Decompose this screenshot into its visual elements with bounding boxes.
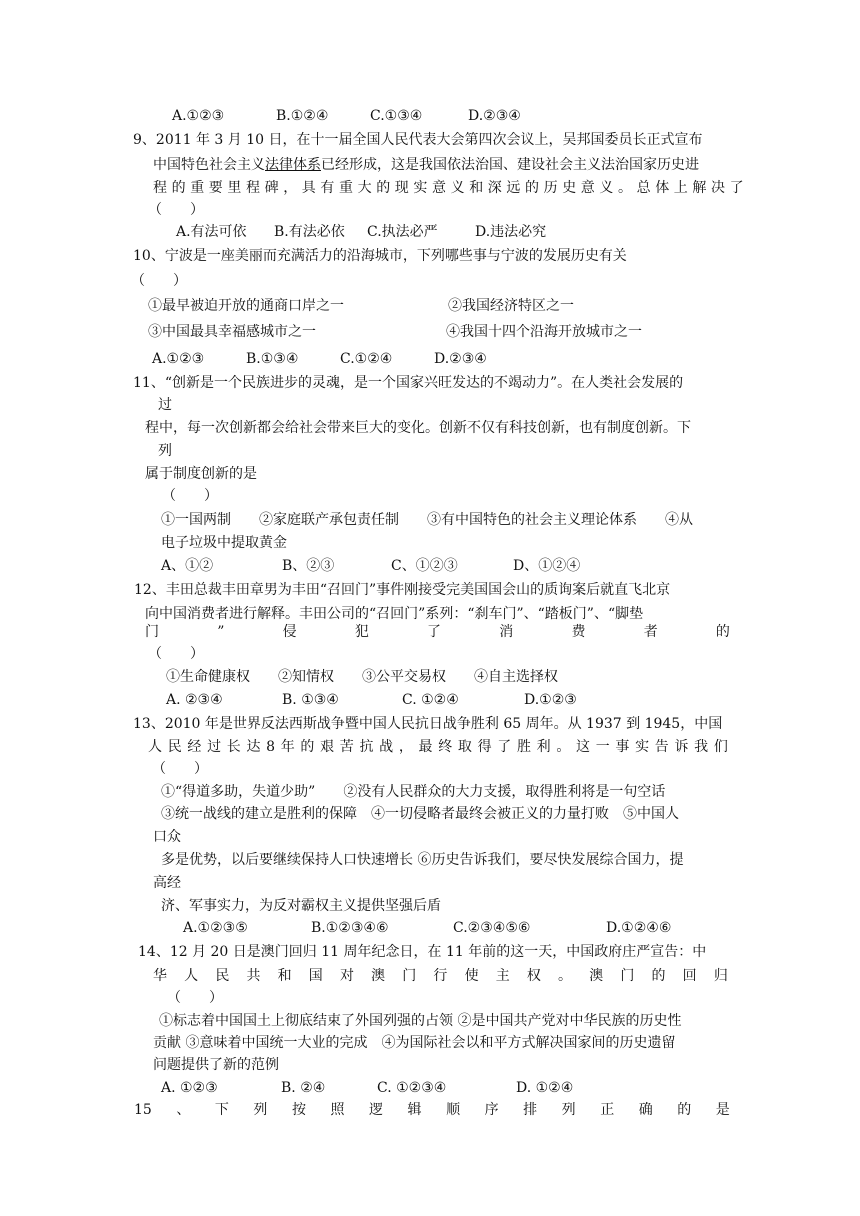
q13-char: 胜 [516, 739, 531, 755]
q12-char: 门 [145, 624, 159, 640]
q14-char: 使 [464, 968, 479, 984]
q12-option-a: A. ②③④ [166, 692, 223, 708]
q13-line-2 [148, 737, 728, 757]
q10-option-a: A.①②③ [152, 351, 205, 367]
q14-char: 归 [713, 968, 728, 984]
q10-line-1: 10、宁波是一座美丽而充满活力的沿海城市，下列哪些事与宁波的发展历史有关 [133, 248, 627, 264]
q13-char: 。 [556, 739, 571, 755]
q14-statements-3: 问题提供了新的范例 [153, 1057, 279, 1073]
q13-statements-4: 济、军事实力，为反对霸权主义提供坚强后盾 [161, 898, 441, 914]
q12-option-c: C. ①②④ [402, 692, 459, 708]
q12-line-2: 向中国消费者进行解释。丰田公司的“召回门”系列：“刹车门”、“踏板门”、“脚垫 [145, 606, 644, 622]
q13-statements-3-wrap: 高经 [153, 875, 181, 891]
q13-char: 抗 [359, 739, 374, 755]
q12-char: ” [217, 624, 225, 640]
q13-statements-2-wrap: 口众 [153, 829, 181, 845]
q13-char: 8 [266, 739, 276, 755]
q11-blank: （ ） [162, 488, 218, 504]
q10-statement-2: ②我国经济特区之一 [448, 298, 574, 314]
q13-option-a: A.①②③⑤ [183, 920, 248, 936]
q15-char: 列 [253, 1102, 268, 1118]
q9-line-3: 程的重要里程碑，具有重大的现实意义和深远的历史意义。总体上解决了 [153, 180, 749, 196]
q13-char: 达 [246, 739, 261, 755]
q9-line-2b: 已经形成，这是我国依法治国、建设社会主义法治国家历史进 [321, 157, 699, 173]
q15-char: 按 [291, 1102, 306, 1118]
q13-char: 的 [300, 739, 315, 755]
q15-char: 序 [484, 1102, 499, 1118]
q9-option-a: A.有法可依 [176, 224, 247, 240]
q13-char: 取 [457, 739, 472, 755]
q15-char: 、 [176, 1102, 191, 1118]
q13-char: 事 [615, 739, 630, 755]
q15-char: 15 [134, 1102, 152, 1118]
q14-option-d: D. ①②④ [516, 1080, 574, 1096]
q11-statements: ①一国两制 ②家庭联产承包责任制 ③有中国特色的社会主义理论体系 ④从 [161, 512, 693, 528]
q15-char: 逻 [369, 1102, 384, 1118]
q9-options [176, 222, 546, 242]
q12-char: 犯 [354, 624, 369, 640]
q9-underlined-term: 法律体系 [265, 157, 321, 173]
q14-char: 对 [339, 968, 354, 984]
q12-options [166, 690, 577, 710]
q14-char: 。 [558, 968, 573, 984]
q11-option-b: B、②③ [282, 558, 335, 574]
q13-option-d: D.①②④⑥ [606, 920, 672, 936]
q13-char: 我 [694, 739, 709, 755]
q14-char: 澳 [371, 968, 386, 984]
q8-option-a: A.①②③ [172, 108, 225, 124]
q10-option-c: C.①②④ [340, 351, 393, 367]
q14-blank: （ ） [167, 990, 223, 1006]
q14-option-c: C. ①②③④ [377, 1080, 447, 1096]
q11-options [161, 556, 580, 576]
q13-char: 告 [654, 739, 669, 755]
q11-line-1-wrap: 过 [158, 397, 172, 413]
q12-char: 消 [499, 624, 514, 640]
q13-char: 过 [207, 739, 222, 755]
q14-char: 门 [620, 968, 635, 984]
q15-char: 的 [677, 1102, 692, 1118]
q8-options [172, 106, 521, 126]
q14-line-2 [153, 966, 728, 986]
q14-char: 华 [153, 968, 167, 984]
q14-char: 行 [433, 968, 448, 984]
q13-blank: （ ） [152, 761, 208, 777]
q14-char: 澳 [589, 968, 604, 984]
q13-char: 终 [438, 739, 453, 755]
q12-char: 了 [427, 624, 442, 640]
q13-statements-2: ③统一战线的建立是胜利的保障 ④一切侵略者最终会被正义的力量打败 ⑤中国人 [161, 806, 679, 822]
q13-char: 人 [148, 739, 162, 755]
q13-char: 经 [187, 739, 202, 755]
q9-line-2 [153, 155, 699, 175]
q15-char: 照 [330, 1102, 345, 1118]
q10-options [152, 349, 487, 369]
q14-char: 门 [402, 968, 417, 984]
q12-char: 者 [643, 624, 658, 640]
q13-char: 长 [226, 739, 241, 755]
q13-char: ， [398, 739, 413, 755]
q11-line-1: 11、“创新是一个民族进步的灵魂，是一个国家兴旺发达的不竭动力”。在人类社会发展的 [133, 375, 684, 391]
q9-blank: （ ） [148, 202, 204, 218]
q10-blank: （ ） [131, 273, 187, 289]
q9-option-c: C.执法必严 [367, 224, 438, 240]
q15-char: 辑 [407, 1102, 422, 1118]
q11-statements-wrap: 电子垃圾中提取黄金 [161, 535, 287, 551]
q12-line-3 [145, 622, 730, 642]
q12-statements: ①生命健康权 ②知情权 ③公平交易权 ④自主选择权 [166, 669, 558, 685]
q11-option-a: A、①② [161, 558, 214, 574]
q14-option-a: A. ①②③ [161, 1080, 218, 1096]
q14-statements-1: ①标志着中国国土上彻底结束了外国列强的占领 ②是中国共产党对中华民族的历史性 [159, 1013, 682, 1029]
q13-char: 苦 [339, 739, 354, 755]
q10-statement-4: ④我国十四个沿海开放城市之一 [446, 324, 642, 340]
q13-char: 一 [595, 739, 610, 755]
q13-option-b: B.①②③④⑥ [311, 920, 389, 936]
q13-option-c: C.②③④⑤⑥ [453, 920, 531, 936]
q14-options [161, 1078, 573, 1098]
q14-option-b: B. ②④ [281, 1080, 326, 1096]
q14-statements-2: 贡献 ③意味着中国统一大业的完成 ④为国际社会以和平方式解决国家间的历史遗留 [153, 1035, 676, 1051]
q13-options [183, 918, 671, 938]
q13-statements-3: 多是优势，以后要继续保持人口快速增长 ⑥历史告诉我们，要尽快发展综合国力，提 [161, 852, 684, 868]
q13-char: 战 [379, 739, 394, 755]
q10-statement-1: ①最早被迫开放的通商口岸之一 [148, 298, 344, 314]
q14-line-1: 14、12 月 20 日是澳门回归 11 周年纪念日，在 11 年前的这一天，中国政府庄严宣告：中 [138, 944, 707, 960]
q12-line-1: 12、丰田总裁丰田章男为丰田“召回门”事件刚接受完美国国会山的质询案后就直飞北京 [134, 582, 671, 598]
q13-char: 诉 [674, 739, 689, 755]
q11-line-2-wrap: 列 [158, 443, 172, 459]
q14-char: 回 [682, 968, 697, 984]
q15-char: 确 [638, 1102, 653, 1118]
q13-char: 利 [536, 739, 551, 755]
q8-option-d: D.②③④ [468, 108, 521, 124]
q12-char: 侵 [282, 624, 297, 640]
q12-blank: （ ） [148, 646, 204, 662]
q14-char: 主 [495, 968, 510, 984]
q13-char: 艰 [320, 739, 335, 755]
q8-option-b: B.①②④ [276, 108, 329, 124]
q14-char: 人 [184, 968, 199, 984]
q10-statement-3: ③中国最具幸福感城市之一 [148, 324, 316, 340]
q12-char: 的 [715, 624, 730, 640]
q11-option-d: D、①②④ [513, 558, 581, 574]
q8-option-c: C.①③④ [370, 108, 423, 124]
q10-option-d: D.②③④ [434, 351, 487, 367]
q12-char: 费 [571, 624, 586, 640]
q13-char: 最 [418, 739, 433, 755]
q12-option-b: B. ①③④ [282, 692, 339, 708]
q15-char: 列 [561, 1102, 576, 1118]
q14-char: 的 [651, 968, 666, 984]
q13-char: 民 [167, 739, 182, 755]
q15-char: 是 [715, 1102, 730, 1118]
q14-char: 权 [526, 968, 541, 984]
q13-char: 们 [713, 739, 728, 755]
q11-option-c: C、①②③ [391, 558, 458, 574]
q9-option-d: D.违法必究 [475, 224, 547, 240]
q9-line-1: 9、2011 年 3 月 10 日，在十一届全国人民代表大会第四次会议上，吴邦国委员长正式宣布 [133, 132, 703, 148]
q14-char: 和 [277, 968, 292, 984]
q13-char: 这 [576, 739, 591, 755]
q13-char: 实 [635, 739, 650, 755]
q11-line-2: 程中，每一次创新都会给社会带来巨大的变化。创新不仅有科技创新，也有制度创新。下 [145, 420, 691, 436]
q15-char: 排 [523, 1102, 538, 1118]
q14-char: 共 [246, 968, 261, 984]
q12-option-d: D.①②③ [524, 692, 577, 708]
q13-char: 得 [477, 739, 492, 755]
q13-statements-1: ①“得道多助，失道少助” ②没有人民群众的大力支援，取得胜利将是一句空话 [161, 784, 666, 800]
q15-line-1 [134, 1100, 730, 1120]
q11-line-3: 属于制度创新的是 [145, 466, 257, 482]
q13-char: 年 [280, 739, 295, 755]
q10-option-b: B.①③④ [246, 351, 299, 367]
q15-char: 顺 [446, 1102, 461, 1118]
q15-char: 下 [214, 1102, 229, 1118]
q15-char: 正 [600, 1102, 615, 1118]
q9-line-2a: 中国特色社会主义 [153, 157, 265, 173]
q14-char: 国 [308, 968, 323, 984]
q13-line-1: 13、2010 年是世界反法西斯战争暨中国人民抗日战争胜利 65 周年。从 1937 到 1945，中国 [133, 716, 723, 732]
q14-char: 民 [215, 968, 230, 984]
q13-char: 了 [497, 739, 512, 755]
q9-option-b: B.有法必依 [274, 224, 345, 240]
